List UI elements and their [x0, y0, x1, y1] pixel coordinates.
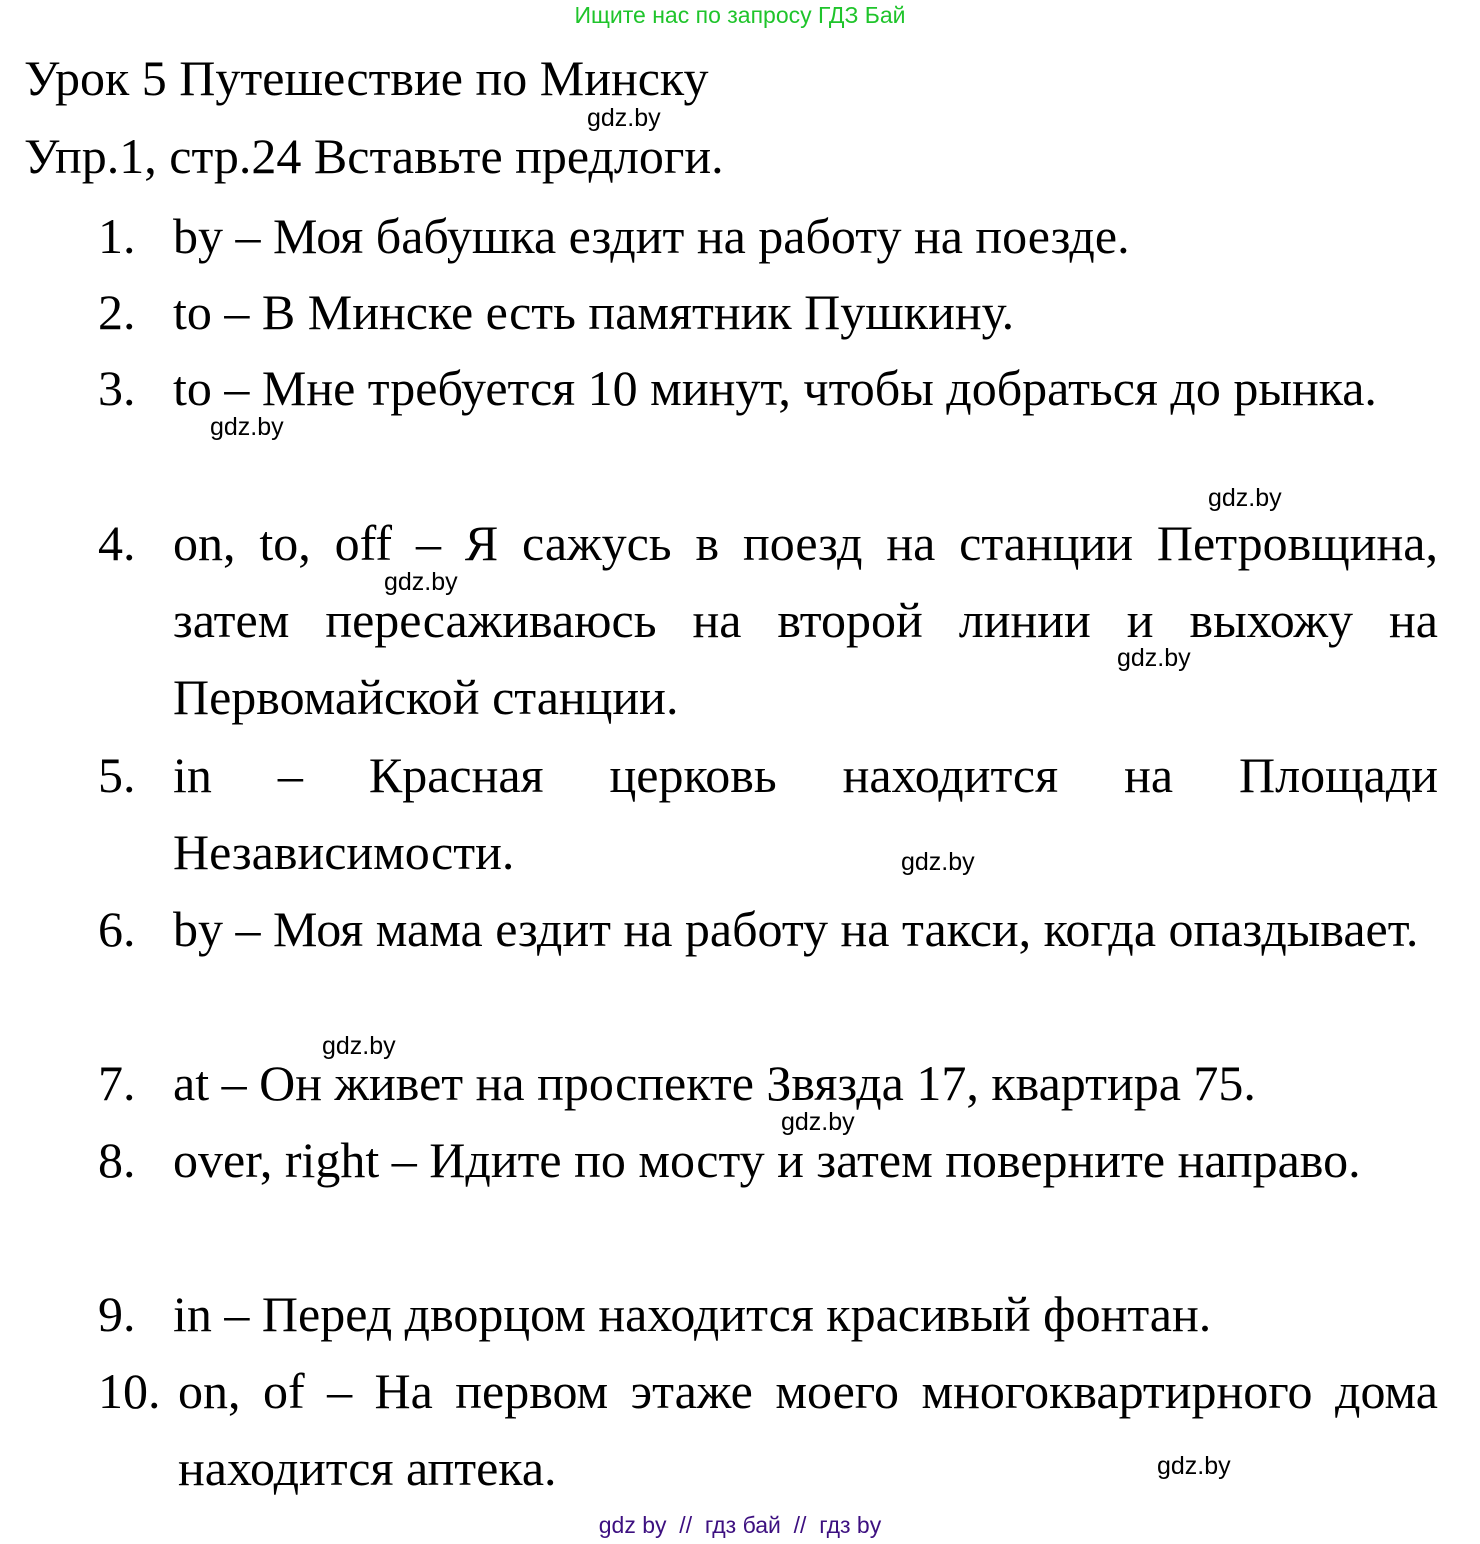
answer-item-8	[98, 1122, 1438, 1199]
item-number: 8.	[98, 1132, 136, 1188]
item-number: 1.	[98, 208, 136, 264]
answer-item-7	[98, 1045, 1438, 1122]
answer-item-9	[98, 1276, 1438, 1353]
item-text: over, right – Идите по мосту и затем поверните направо.	[173, 1132, 1361, 1188]
watermark: gdz.by	[901, 848, 975, 876]
item-number: 4.	[98, 515, 136, 571]
item-text: by – Моя бабушка ездит на работу на поезде.	[173, 208, 1130, 264]
search-banner: Ищите нас по запросу ГДЗ Бай	[574, 2, 906, 28]
item-number: 9.	[98, 1286, 136, 1342]
item-text: at – Он живет на проспекте Звязда 17, квартира 75.	[173, 1055, 1256, 1111]
answer-item-5	[98, 737, 1438, 891]
answer-item-1	[98, 198, 1438, 275]
watermark: gdz.by	[781, 1108, 855, 1136]
item-text: to – Мне требуется 10 минут, чтобы добраться до рынка.	[173, 360, 1377, 416]
item-text: in – Перед дворцом находится красивый фонтан.	[173, 1286, 1212, 1342]
answer-item-10	[98, 1353, 1438, 1507]
item-number: 2.	[98, 284, 136, 340]
item-text: on, of – На первом этаже моего многоквартирного дома находится аптека.	[178, 1363, 1438, 1496]
item-number: 7.	[98, 1055, 136, 1111]
item-number: 10.	[98, 1363, 161, 1419]
watermark: gdz.by	[1117, 644, 1191, 672]
watermark: gdz.by	[210, 413, 284, 441]
answer-item-6	[98, 891, 1438, 968]
item-text: by – Моя мама ездит на работу на такси, когда опаздывает.	[173, 901, 1419, 957]
answer-item-2	[98, 274, 1438, 351]
watermark: gdz.by	[587, 104, 661, 132]
lesson-title: Урок 5 Путешествие по Минску	[24, 50, 709, 106]
footer-links: gdz by // гдз бай // гдз by	[598, 1512, 882, 1538]
answer-item-4	[98, 505, 1438, 736]
item-number: 5.	[98, 747, 136, 803]
watermark: gdz.by	[322, 1032, 396, 1060]
item-text: to – В Минске есть памятник Пушкину.	[173, 284, 1015, 340]
exercise-heading: Упр.1, стр.24 Вставьте предлоги.	[24, 128, 724, 184]
watermark: gdz.by	[384, 568, 458, 596]
item-number: 6.	[98, 901, 136, 957]
watermark: gdz.by	[1208, 484, 1282, 512]
item-text: on, to, off – Я сажусь в поезд на станции Петровщина, затем пересаживаюсь на второй линии и выхожу на Первомайской станции.	[173, 515, 1438, 725]
item-number: 3.	[98, 360, 136, 416]
answer-item-3	[98, 350, 1438, 427]
item-text: in – Красная церковь находится на Площади Независимости.	[173, 747, 1438, 880]
watermark: gdz.by	[1157, 1452, 1231, 1480]
